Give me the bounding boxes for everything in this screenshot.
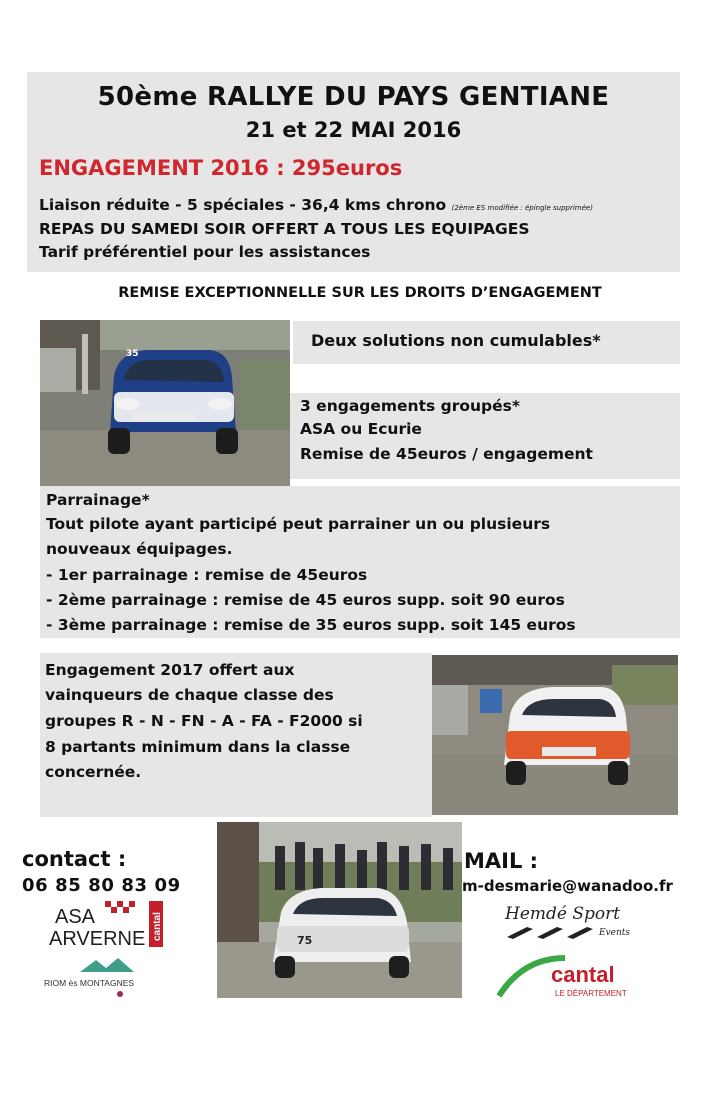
engagement-2017-line-3: groupes R - N - FN - A - FA - F2000 si	[45, 712, 363, 730]
event-title: 50ème RALLYE DU PAYS GENTIANE	[97, 82, 610, 112]
sponsorship-title: Parrainage*	[46, 491, 150, 509]
remise-heading: REMISE EXCEPTIONNELLE SUR LES DROITS D’ENGAGEMENT	[118, 285, 602, 301]
arverne-text: ARVERNE	[49, 928, 146, 949]
engagement-2017-panel	[40, 653, 432, 817]
hemde-text: Hemdé Sport	[505, 904, 621, 924]
rally-photo-3	[217, 822, 462, 998]
asa-cantal-text: cantal	[152, 912, 163, 941]
header-panel	[27, 72, 680, 272]
rally-photo-1-image	[40, 320, 290, 486]
hemde-events-text: Events	[599, 928, 631, 938]
asa-arverne-logo	[45, 897, 167, 949]
engagement-2017-line-2: vainqueurs de chaque classe des	[45, 686, 334, 704]
engagement-2017-line-1: Engagement 2017 offert aux	[45, 661, 295, 679]
riom-logo	[40, 950, 165, 998]
mail-title: MAIL :	[464, 849, 539, 873]
sponsorship-line-2: nouveaux équipages.	[46, 540, 233, 558]
group-offer-panel	[290, 393, 680, 479]
solutions-heading: Deux solutions non cumulables*	[311, 331, 601, 350]
sponsorship-line-4: - 2ème parrainage : remise de 45 euros supp. soit 90 euros	[46, 591, 565, 609]
sponsorship-line-1: Tout pilote ayant participé peut parrainer un ou plusieurs	[46, 515, 551, 533]
cantal-sub-text: LE DÉPARTEMENT	[555, 989, 627, 998]
group-offer-line-3: Remise de 45euros / engagement	[300, 445, 593, 463]
dinner-info: REPAS DU SAMEDI SOIR OFFERT A TOUS LES EQUIPAGES	[39, 220, 530, 238]
engagement-2017-line-5: concernée.	[45, 763, 142, 781]
riom-text: RIOM ès MONTAGNES	[44, 978, 135, 988]
car1-number: 35	[126, 349, 139, 359]
asa-text: ASA	[55, 906, 96, 928]
car3-number: 75	[297, 934, 313, 947]
riom-logo-image	[40, 950, 165, 998]
sponsorship-panel	[40, 486, 680, 638]
group-offer-line-2: ASA ou Ecurie	[300, 420, 422, 438]
engagement-price: ENGAGEMENT 2016 : 295euros	[39, 156, 403, 180]
cantal-departement-logo	[493, 952, 638, 1000]
contact-phone[interactable]: 06 85 80 83 09	[22, 875, 181, 896]
asa-arverne-logo-image	[45, 897, 167, 949]
cantal-text: cantal	[551, 962, 615, 987]
hemde-sport-logo	[497, 897, 647, 949]
solutions-panel	[293, 321, 680, 364]
route-info	[39, 196, 593, 214]
contact-title: contact :	[22, 847, 127, 871]
rally-photo-3-image	[217, 822, 462, 998]
route-info-text: Liaison réduite - 5 spéciales - 36,4 kms chrono	[39, 196, 452, 214]
mail-address[interactable]: m-desmarie@wanadoo.fr	[462, 877, 673, 895]
rally-photo-2-image	[432, 655, 678, 815]
rally-photo-1	[40, 320, 290, 486]
group-offer-line-1: 3 engagements groupés*	[300, 397, 520, 415]
engagement-2017-line-4: 8 partants minimum dans la classe	[45, 738, 351, 756]
sponsorship-line-3: - 1er parrainage : remise de 45euros	[46, 566, 368, 584]
rally-photo-2	[432, 655, 678, 815]
event-dates: 21 et 22 MAI 2016	[245, 118, 462, 142]
sponsorship-line-5: - 3ème parrainage : remise de 35 euros supp. soit 145 euros	[46, 616, 576, 634]
assistance-info: Tarif préférentiel pour les assistances	[39, 243, 371, 261]
route-info-note: (2ème ES modifiée : épingle supprimée)	[451, 204, 593, 212]
cantal-logo-image	[493, 952, 638, 1000]
hemde-sport-logo-image	[497, 897, 647, 949]
